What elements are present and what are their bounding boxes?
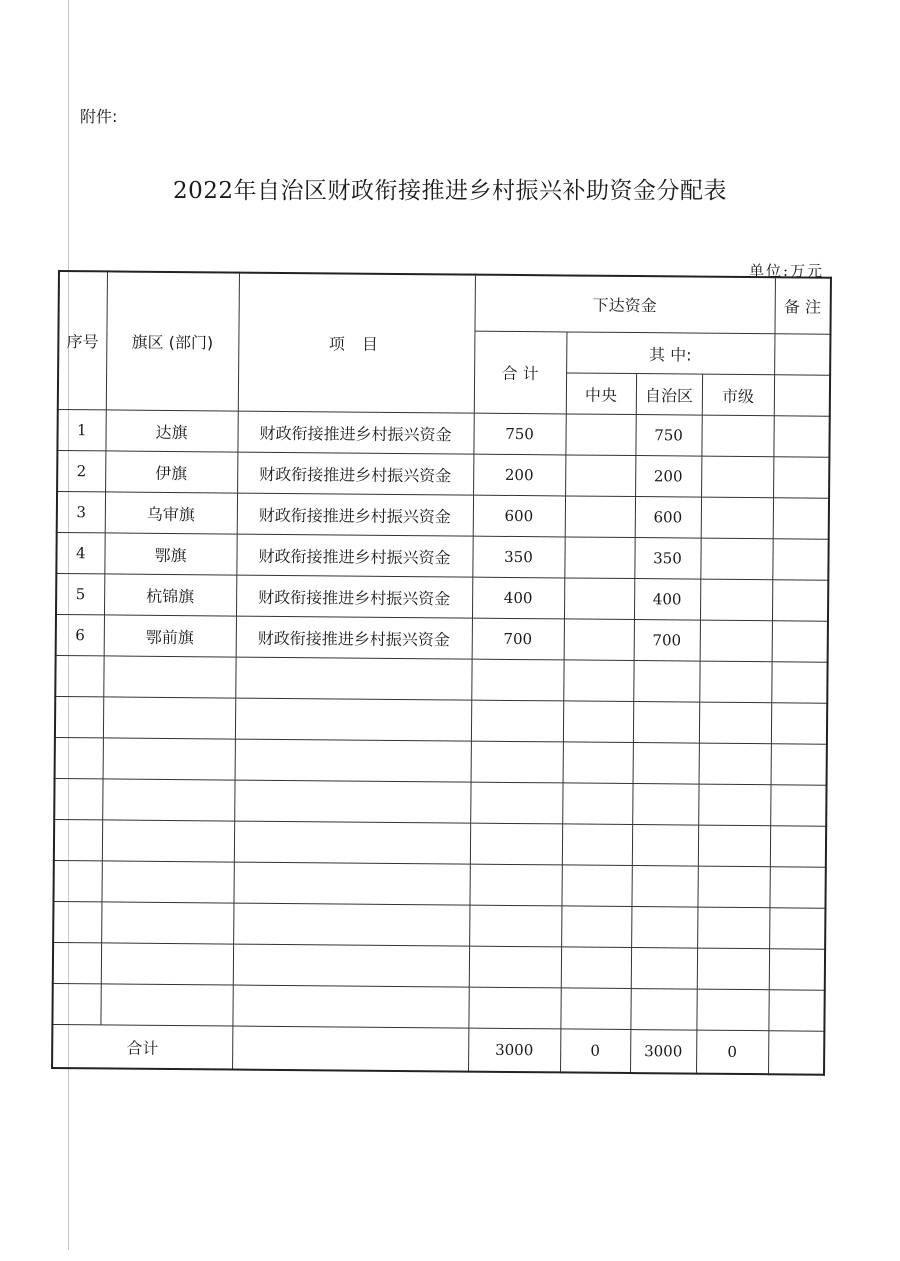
cell-total <box>471 741 563 783</box>
cell-central <box>562 783 632 825</box>
cell-project <box>235 657 471 700</box>
header-remark: 备 注 <box>774 277 830 334</box>
cell-autonomous: 600 <box>635 497 701 539</box>
header-remark-blank-2 <box>774 375 830 416</box>
cell-total: 750 <box>473 413 565 455</box>
cell-seq: 6 <box>56 614 104 655</box>
cell-project <box>233 862 469 905</box>
cell-project <box>235 698 471 741</box>
table-row <box>53 942 825 990</box>
cell-remark <box>770 826 826 867</box>
cell-autonomous: 700 <box>634 620 700 662</box>
cell-central <box>565 455 635 497</box>
total-central: 0 <box>560 1029 630 1073</box>
cell-autonomous <box>631 866 697 908</box>
cell-region <box>101 861 233 903</box>
table-row <box>53 901 825 949</box>
table-row <box>56 614 828 662</box>
cell-seq: 3 <box>57 492 105 533</box>
total-row <box>52 1024 824 1074</box>
cell-project: 财政衔接推进乡村振兴资金 <box>236 616 472 659</box>
total-remark <box>768 1031 824 1075</box>
cell-remark <box>773 498 829 539</box>
cell-total <box>468 987 560 1029</box>
table-row <box>57 410 829 458</box>
unit-label: 单位:万元 <box>748 262 824 280</box>
cell-region <box>102 820 234 862</box>
cell-autonomous <box>630 989 696 1031</box>
table-row <box>56 532 828 580</box>
cell-seq: 2 <box>57 451 105 492</box>
header-autonomous: 自治区 <box>636 374 702 416</box>
cell-region <box>101 943 233 985</box>
cell-region: 鄂旗 <box>104 533 236 575</box>
header-remark-blank-1 <box>774 334 830 375</box>
cell-city <box>701 456 773 498</box>
cell-autonomous <box>633 702 699 744</box>
cell-project <box>234 821 470 864</box>
cell-autonomous <box>632 784 698 826</box>
cell-project: 财政衔接推进乡村振兴资金 <box>236 575 472 618</box>
cell-city <box>698 784 770 826</box>
table-row <box>54 778 826 826</box>
cell-autonomous: 750 <box>635 415 701 457</box>
cell-seq <box>54 819 102 860</box>
attachment-label: 附件: <box>80 107 118 126</box>
cell-total: 600 <box>473 495 565 537</box>
table-row <box>57 451 829 499</box>
cell-remark <box>771 662 827 703</box>
cell-remark <box>771 744 827 785</box>
cell-region <box>100 984 232 1026</box>
cell-central <box>564 578 634 620</box>
cell-project: 财政衔接推进乡村振兴资金 <box>237 452 473 495</box>
document-title: 2022年自治区财政衔接推进乡村振兴补助资金分配表 <box>172 178 728 204</box>
table-row <box>54 819 826 867</box>
cell-region: 鄂前旗 <box>104 615 236 657</box>
cell-total: 400 <box>472 577 564 619</box>
table-row <box>56 573 828 621</box>
cell-region <box>101 902 233 944</box>
cell-project: 财政衔接推进乡村振兴资金 <box>237 411 473 454</box>
cell-project: 财政衔接推进乡村振兴资金 <box>237 493 473 536</box>
cell-autonomous <box>632 825 698 867</box>
cell-project <box>232 985 468 1028</box>
cell-project <box>233 903 469 946</box>
cell-central <box>563 701 633 743</box>
header-central: 中央 <box>566 373 636 415</box>
table-row <box>52 983 824 1031</box>
cell-seq: 5 <box>56 573 104 614</box>
cell-region <box>102 779 234 821</box>
table-row <box>55 737 827 785</box>
table-row <box>55 696 827 744</box>
cell-seq: 4 <box>56 532 104 573</box>
cell-project <box>234 780 470 823</box>
cell-city <box>701 415 773 457</box>
cell-autonomous <box>631 948 697 990</box>
cell-seq <box>52 983 100 1024</box>
cell-remark <box>773 457 829 498</box>
cell-region: 杭锦旗 <box>104 574 236 616</box>
cell-central <box>561 947 631 989</box>
cell-city <box>696 989 768 1031</box>
header-funds: 下达资金 <box>474 275 774 334</box>
cell-region: 伊旗 <box>105 451 237 493</box>
cell-region <box>103 656 235 698</box>
cell-remark <box>769 949 825 990</box>
cell-central <box>561 906 631 948</box>
cell-central <box>560 988 630 1030</box>
cell-region <box>103 697 235 739</box>
cell-seq <box>55 737 103 778</box>
table-row <box>55 655 827 703</box>
cell-remark <box>769 908 825 949</box>
cell-central <box>564 619 634 661</box>
cell-seq: 1 <box>57 410 105 451</box>
cell-city <box>699 743 771 785</box>
cell-city <box>697 907 769 949</box>
cell-seq <box>53 942 101 983</box>
cell-total <box>469 905 561 947</box>
cell-autonomous <box>631 907 697 949</box>
cell-total <box>469 864 561 906</box>
total-project <box>232 1026 468 1072</box>
cell-central <box>564 537 634 579</box>
cell-central <box>561 865 631 907</box>
cell-project <box>233 944 469 987</box>
cell-central <box>563 742 633 784</box>
cell-remark <box>772 580 828 621</box>
cell-autonomous: 350 <box>634 538 700 580</box>
cell-project <box>235 739 471 782</box>
header-city: 市级 <box>702 374 774 416</box>
header-project: 项 目 <box>238 273 475 414</box>
cell-city <box>699 702 771 744</box>
header-seq: 序号 <box>58 271 107 410</box>
cell-central <box>562 824 632 866</box>
total-city: 0 <box>696 1030 768 1074</box>
cell-seq <box>53 901 101 942</box>
cell-autonomous: 400 <box>634 579 700 621</box>
cell-autonomous <box>633 743 699 785</box>
cell-project: 财政衔接推进乡村振兴资金 <box>236 534 472 577</box>
cell-seq <box>53 860 101 901</box>
cell-city <box>700 620 772 662</box>
cell-region: 达旗 <box>105 410 237 452</box>
cell-autonomous <box>633 661 699 703</box>
cell-total <box>470 782 562 824</box>
table-row <box>57 492 829 540</box>
cell-total: 700 <box>472 618 564 660</box>
cell-seq <box>55 655 103 696</box>
cell-remark <box>769 867 825 908</box>
header-region: 旗区 (部门) <box>106 271 239 411</box>
table-row <box>53 860 825 908</box>
cell-remark <box>768 990 824 1031</box>
cell-total <box>469 946 561 988</box>
cell-city <box>700 538 772 580</box>
header-row-1 <box>58 271 830 334</box>
cell-remark <box>772 621 828 662</box>
cell-city <box>699 661 771 703</box>
cell-total <box>470 823 562 865</box>
cell-region: 乌审旗 <box>105 492 237 534</box>
cell-seq <box>55 696 103 737</box>
cell-city <box>698 825 770 867</box>
total-sum: 3000 <box>468 1028 560 1072</box>
cell-central <box>565 496 635 538</box>
cell-central <box>563 660 633 702</box>
cell-city <box>701 497 773 539</box>
total-label: 合计 <box>52 1024 232 1069</box>
cell-total <box>471 659 563 701</box>
allocation-table <box>51 270 832 1076</box>
cell-central <box>565 414 635 456</box>
total-autonomous: 3000 <box>630 1030 696 1074</box>
cell-remark <box>772 539 828 580</box>
header-total: 合 计 <box>474 331 567 414</box>
header-of-which: 其 中: <box>566 332 774 375</box>
cell-remark <box>771 703 827 744</box>
allocation-table-wrapper <box>51 270 830 1076</box>
cell-total: 350 <box>472 536 564 578</box>
cell-city <box>697 866 769 908</box>
cell-remark <box>770 785 826 826</box>
cell-city <box>697 948 769 990</box>
cell-total <box>471 700 563 742</box>
cell-city <box>700 579 772 621</box>
cell-total: 200 <box>473 454 565 496</box>
cell-region <box>103 738 235 780</box>
cell-seq <box>54 778 102 819</box>
cell-remark <box>773 416 829 457</box>
cell-autonomous: 200 <box>635 456 701 498</box>
